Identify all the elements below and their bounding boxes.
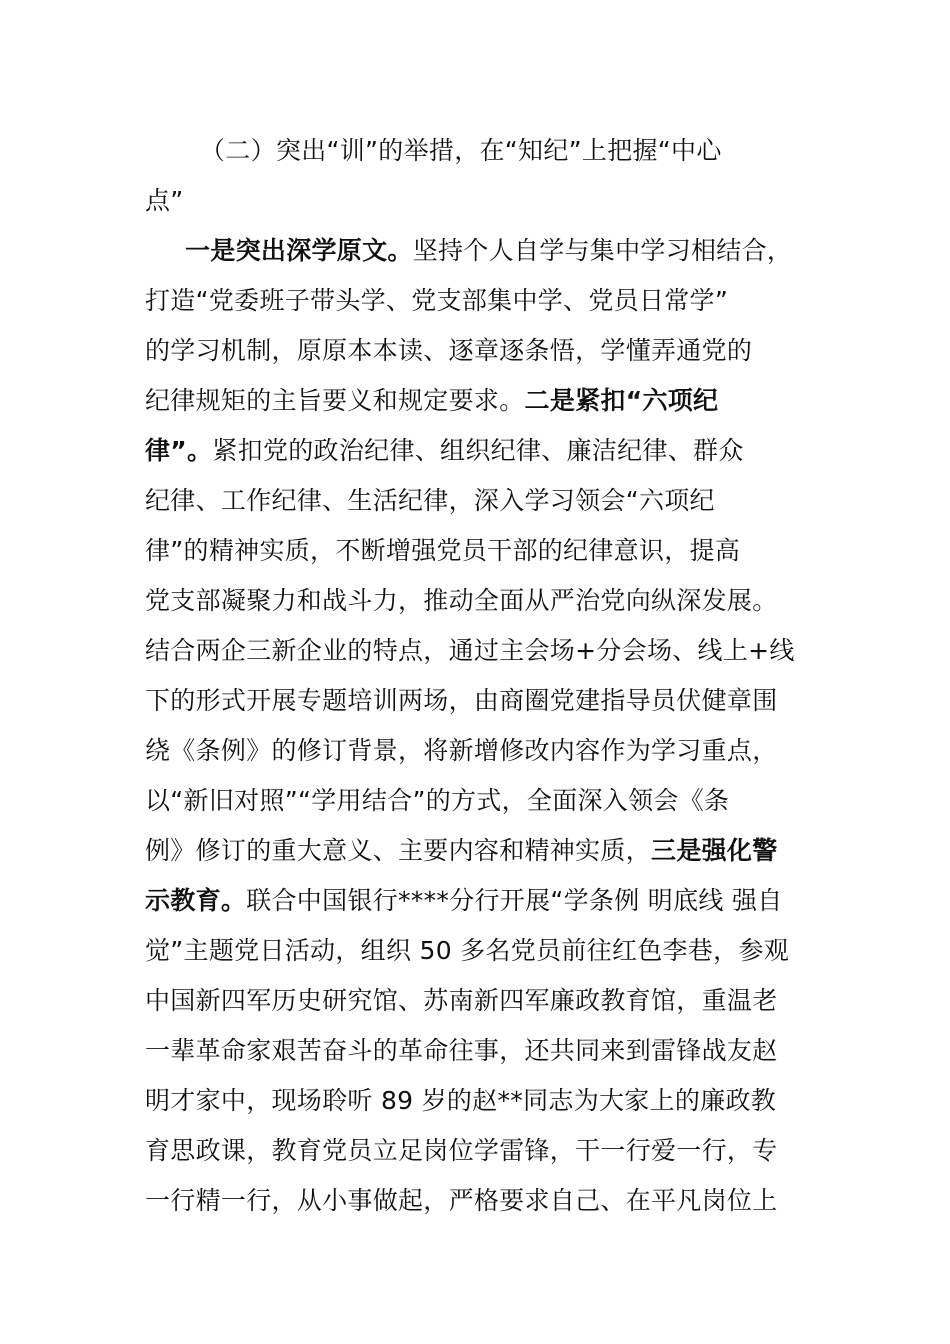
text-run: 打造“党委班子带头学、党支部集中学、党员日常学” [145,286,729,315]
body-line [145,1134,778,1168]
text-run: 的学习机制，原原本本读、逐章逐条悟，学懂弄通党的 [145,336,753,365]
text-run: 觉”主题党日活动，组织 50 多名党员前往红色李巷，参观 [145,936,790,965]
body-line [145,434,744,468]
body-line [145,734,778,768]
text-run: 律”的精神实质，不断增强党员干部的纪律意识，提高 [145,536,741,565]
body-line [145,484,715,518]
body-line [145,334,752,368]
text-run: 以“新旧对照”“学用结合”的方式，全面深入领会《条 [145,786,730,815]
bold-lead: 一是突出深学原文。 [185,236,413,265]
body-line [145,834,778,868]
text-run: 结合两企三新企业的特点，通过主会场+分会场、线上+线 [145,636,795,665]
body-line [145,784,729,818]
text-run: 绕《条例》的修订背景，将新增修改内容作为学习重点， [145,736,778,765]
text-run: 纪律、工作纪律、生活纪律，深入学习领会“六项纪 [145,486,715,515]
body-line [185,234,792,268]
body-line [145,534,740,568]
text-run: 坚持个人自学与集中学习相结合， [412,236,793,265]
section-heading-line-1: （二）突出“训”的举措，在“知纪”上把握“中心 [200,136,722,165]
text-run: 例》修订的重大意义、主要内容和精神实质， [145,836,652,865]
text-run: 纪律规矩的主旨要义和规定要求。 [145,386,525,415]
body-line [145,1084,776,1118]
body-line [145,384,718,418]
text-run: 一行精一行，从小事做起，严格要求自己、在平凡岗位上 [145,1186,778,1215]
body-line [145,934,789,968]
body-line [145,984,778,1018]
text-run: 紧扣党的政治纪律、组织纪律、廉洁纪律、群众 [212,436,744,465]
text-run: 中国新四军历史研究馆、苏南新四军廉政教育馆，重温老 [145,986,778,1015]
text-run: 一辈革命家艰苦奋斗的革命往事，还共同来到雷锋战友赵 [145,1036,778,1065]
text-run: 联合中国银行****分行开展“学条例 明底线 强自 [246,886,783,915]
bold-lead: 三是强化警 [651,836,778,865]
text-run: 下的形式开展专题培训两场，由商圈党建指导员伏健章围 [145,686,778,715]
body-line [145,684,778,718]
body-line [145,634,795,668]
text-run: 党支部凝聚力和战斗力，推动全面从严治党向纵深发展。 [145,586,778,615]
body-line [145,1034,778,1068]
text-run: 明才家中，现场聆听 89 岁的赵**同志为大家上的廉政教 [145,1086,777,1115]
body-line [145,584,778,618]
text-run: 育思政课，教育党员立足岗位学雷锋，干一行爱一行，专 [145,1136,778,1165]
bold-lead: 律”。 [145,436,213,465]
body-line [145,1184,778,1218]
body-line [145,884,783,918]
body-line [145,284,728,318]
bold-lead: 二是紧扣“六项纪 [524,386,719,415]
section-heading-line-2: 点” [145,186,184,215]
bold-lead: 示教育。 [145,886,247,915]
